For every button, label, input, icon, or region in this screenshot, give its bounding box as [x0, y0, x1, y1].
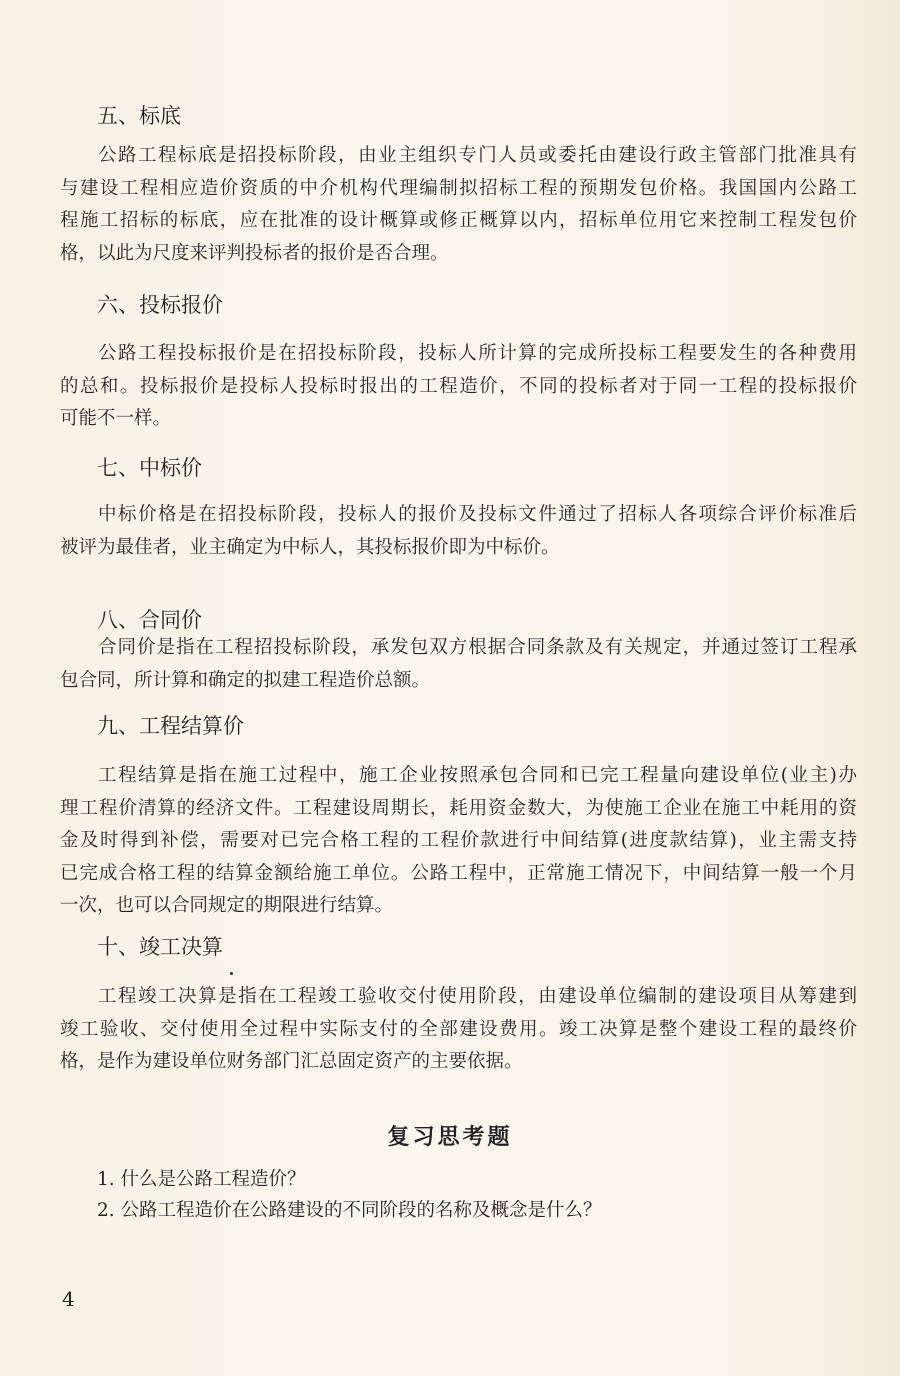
paragraph-line: 被评为最佳者，业主确定为中标人，其投标报价即为中标价。 [60, 536, 560, 558]
section-paragraph [60, 140, 857, 270]
paragraph-line: 一次，也可以合同规定的期限进行结算。 [60, 895, 394, 916]
paragraph-line: 理工程价清算的经济文件。工程建设周期长，耗用资金数大，为使施工企业在施工中耗用的资 [60, 797, 857, 819]
paragraph-line: 格，以此为尺度来评判投标者的报价是否合理。 [60, 242, 449, 264]
paragraph-line: 竣工验收、交付使用全过程中实际支付的全部建设费用。竣工决算是整个建设工程的最终价 [60, 1018, 857, 1040]
paragraph-line: 合同价是指在工程招投标阶段，承发包双方根据合同条款及有关规定，并通过签订工程承 [98, 637, 857, 658]
section-heading: 六、投标报价 [97, 293, 223, 317]
section-paragraph [60, 981, 857, 1079]
paragraph-line: 格，是作为建设单位财务部门汇总固定资产的主要依据。 [60, 1051, 523, 1072]
section-heading: 八、合同价 [97, 608, 202, 632]
paragraph-line: 已完成合格工程的结算金额给施工单位。公路工程中，正常施工情况下，中间结算一般一个月 [60, 862, 857, 884]
review-title: 复习思考题 [387, 1124, 513, 1150]
review-question: 2. 公路工程造价在公路建设的不同阶段的名称及概念是什么？ [97, 1200, 602, 1221]
paragraph-line: 可能不一样。 [60, 408, 172, 429]
scan-speck [230, 972, 233, 975]
section-heading: 十、竣工决算 [97, 935, 223, 959]
section-paragraph [60, 760, 857, 923]
paragraph-line: 工程结算是指在施工过程中，施工企业按照承包合同和已完工程量向建设单位(业主)办 [98, 765, 857, 786]
paragraph-line: 金及时得到补偿，需要对已完合格工程的工程价款进行中间结算(进度款结算)，业主需支持 [60, 830, 857, 851]
paragraph-line: 工程竣工决算是指在工程竣工验收交付使用阶段，由建设单位编制的建设项目从筹建到 [98, 986, 857, 1007]
section-heading: 五、标底 [97, 104, 181, 128]
section-paragraph [60, 499, 857, 564]
paragraph-line: 的总和。投标报价是投标人投标时报出的工程造价，不同的投标者对于同一工程的投标报价 [60, 375, 857, 397]
paragraph-line: 公路工程标底是招投标阶段，由业主组织专门人员或委托由建设行政主管部门批准具有 [98, 145, 857, 166]
section-heading: 九、工程结算价 [97, 714, 244, 738]
paragraph-line: 公路工程投标报价是在招投标阶段，投标人所计算的完成所投标工程要发生的各种费用 [98, 343, 857, 364]
paragraph-line: 包合同，所计算和确定的拟建工程造价总额。 [60, 669, 431, 691]
section-paragraph [60, 338, 857, 436]
section-heading: 七、中标价 [97, 456, 202, 480]
paragraph-line: 程施工招标的标底，应在批准的设计概算或修正概算以内，招标单位用它来控制工程发包价 [60, 210, 857, 231]
section-paragraph [60, 632, 857, 697]
review-question: 1. 什么是公路工程造价？ [97, 1169, 306, 1190]
page-number: 4 [62, 1287, 75, 1311]
paragraph-line: 与建设工程相应造价资质的中介机构代理编制拟招标工程的预期发包价格。我国国内公路工 [60, 177, 857, 199]
paragraph-line: 中标价格是在招投标阶段，投标人的报价及投标文件通过了招标人各项综合评价标准后 [98, 504, 857, 525]
